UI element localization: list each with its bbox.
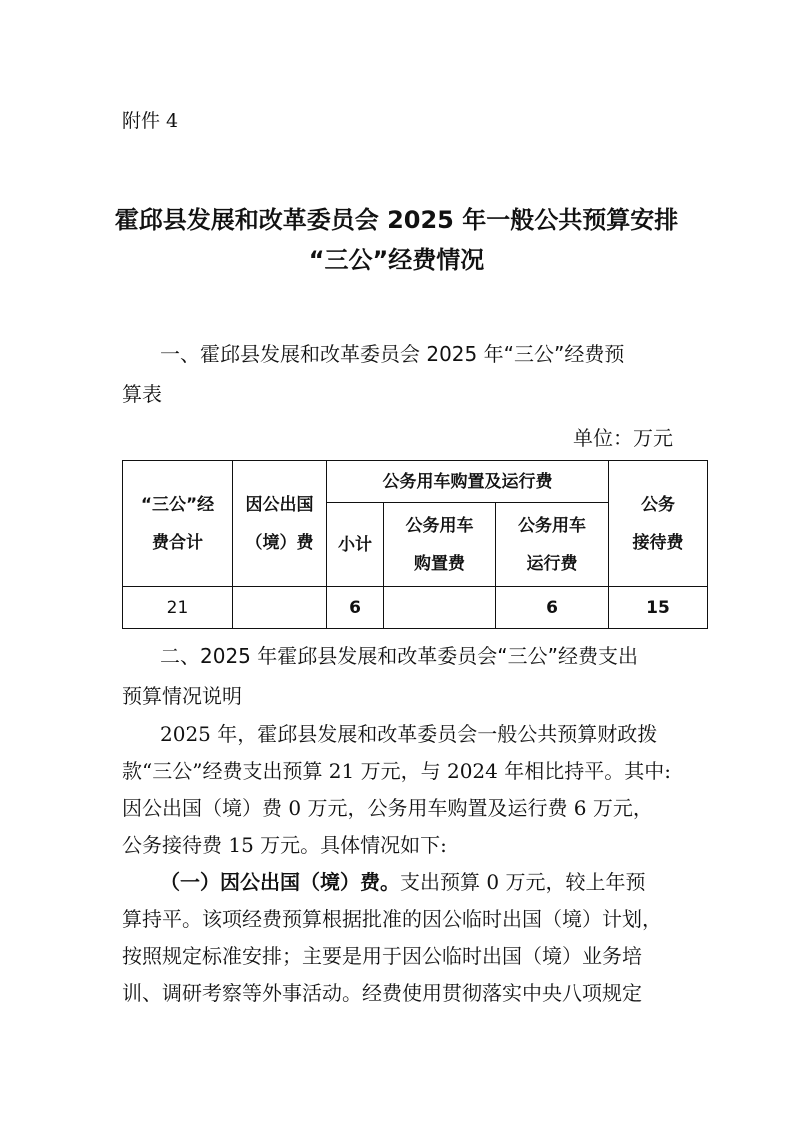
section-1-heading-line-1: 一、霍邱县发展和改革委员会 2025 年“三公”经费预	[160, 342, 625, 366]
attachment-label: 附件 4	[122, 110, 179, 132]
paragraph-2-line-3: 按照规定标准安排；主要是用于因公临时出国（境）业务培	[122, 944, 642, 968]
header-vehicle-group: 公务用车购置及运行费	[327, 461, 609, 503]
paragraph-2-line-4: 训、调研考察等外事活动。经费使用贯彻落实中央八项规定	[122, 981, 642, 1005]
budget-table	[122, 460, 708, 629]
header-reception-line-2: 接待费	[632, 532, 684, 553]
cell-subtotal: 6	[327, 587, 384, 629]
header-vehicle-operation-line-1: 公务用车	[518, 515, 586, 536]
header-abroad	[233, 461, 327, 587]
paragraph-1-line-3: 因公出国（境）费 0 万元，公务用车购置及运行费 6 万元，	[122, 796, 653, 820]
paragraph-2-heading: （一）因公出国（境）费。	[160, 870, 400, 894]
header-vehicle-purchase-line-2: 购置费	[414, 553, 465, 574]
header-reception	[609, 461, 708, 587]
header-total-line-1: “三公”经	[140, 494, 215, 515]
header-abroad-line-1: 因公出国	[245, 494, 314, 515]
header-vehicle-purchase	[384, 503, 496, 587]
header-subtotal: 小计	[327, 503, 384, 587]
document-title-line-1: 霍邱县发展和改革委员会 2025 年一般公共预算安排	[114, 206, 679, 234]
section-1-heading-line-2: 算表	[122, 382, 162, 406]
paragraph-2-line-2: 算持平。该项经费预算根据批准的因公临时出国（境）计划，	[122, 907, 662, 931]
header-vehicle-purchase-line-1: 公务用车	[405, 515, 474, 536]
paragraph-1-line-4: 公务接待费 15 万元。具体情况如下:	[122, 833, 447, 857]
document-title-line-2: “三公”经费情况	[308, 246, 485, 274]
paragraph-2-line-1-text: 支出预算 0 万元，较上年预	[400, 870, 646, 894]
cell-reception: 15	[609, 587, 708, 629]
cell-vehicle-operation: 6	[496, 587, 609, 629]
paragraph-1-line-1: 2025 年，霍邱县发展和改革委员会一般公共预算财政拨	[160, 722, 658, 746]
section-2-heading-line-2: 预算情况说明	[122, 684, 242, 708]
section-2-heading-line-1: 二、2025 年霍邱县发展和改革委员会“三公”经费支出	[160, 644, 638, 668]
cell-abroad	[233, 587, 327, 629]
header-abroad-line-2: （境）费	[245, 532, 314, 553]
unit-label: 单位：万元	[573, 426, 673, 450]
paragraph-2-line-1	[160, 866, 645, 895]
header-total	[123, 461, 233, 587]
cell-vehicle-purchase	[384, 587, 496, 629]
header-reception-line-1: 公务	[641, 494, 675, 515]
header-vehicle-operation	[496, 503, 609, 587]
paragraph-1-line-2: 款“三公”经费支出预算 21 万元，与 2024 年相比持平。其中:	[122, 759, 671, 783]
cell-total: 21	[123, 587, 233, 629]
header-total-line-2: 费合计	[152, 532, 203, 553]
header-vehicle-operation-line-2: 运行费	[526, 553, 578, 574]
